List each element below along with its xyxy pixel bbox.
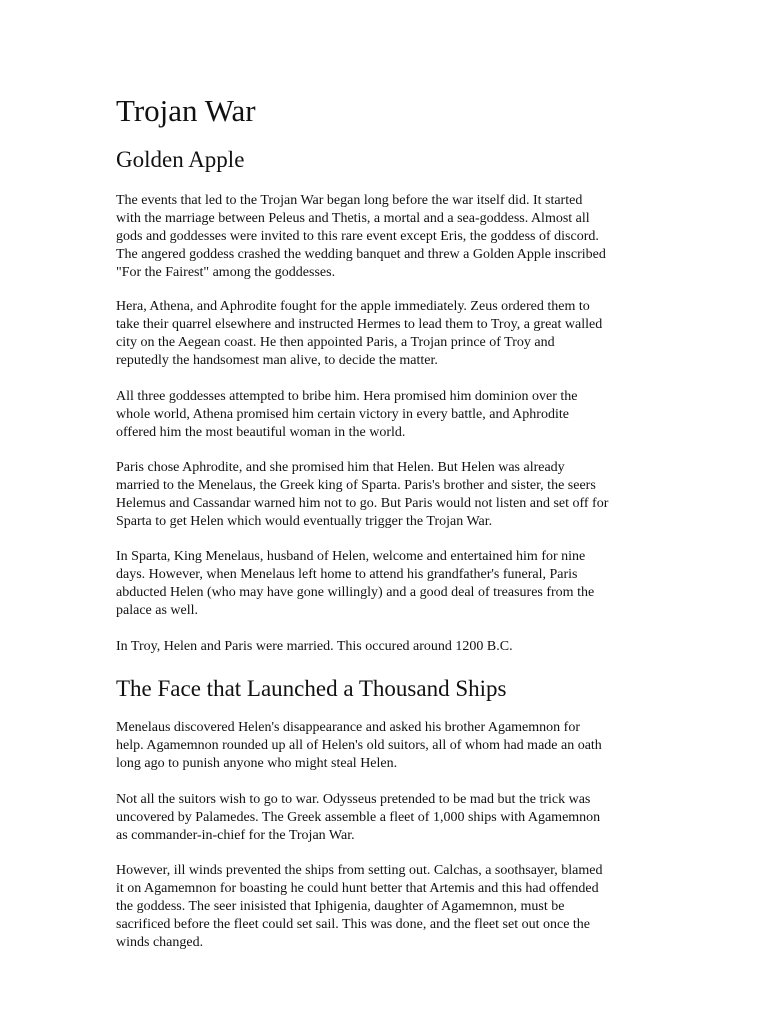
- text-line: take their quarrel elsewhere and instructed Hermes to lead them to Troy, a great walled: [116, 317, 603, 332]
- text-line: In Troy, Helen and Paris were married. This occured around 1200 B.C.: [116, 639, 513, 654]
- text-line: The events that led to the Trojan War began long before the war itself did. It started: [116, 193, 583, 208]
- text-line: The angered goddess crashed the wedding banquet and threw a Golden Apple inscribed: [116, 247, 606, 262]
- paragraph: [116, 298, 656, 370]
- text-line: help. Agamemnon rounded up all of Helen's old suitors, all of whom had made an oath: [116, 738, 602, 753]
- page-title: Trojan War: [116, 93, 256, 128]
- paragraph: [116, 548, 656, 620]
- paragraph: [116, 791, 656, 845]
- text-line: Paris chose Aphrodite, and she promised him that Helen. But Helen was already: [116, 460, 565, 475]
- text-line: Sparta to get Helen which would eventually trigger the Trojan War.: [116, 514, 493, 529]
- text-line: palace as well.: [116, 603, 199, 618]
- text-line: long ago to punish anyone who might steal Helen.: [116, 756, 398, 771]
- paragraph: [116, 862, 656, 952]
- text-line: offered him the most beautiful woman in the world.: [116, 425, 406, 440]
- text-line: the goddess. The seer inisisted that Iphigenia, daughter of Agamemnon, must be: [116, 899, 565, 914]
- text-line: However, ill winds prevented the ships from setting out. Calchas, a soothsayer, blamed: [116, 863, 603, 878]
- text-line: gods and goddesses were invited to this rare event except Eris, the goddess of discord.: [116, 229, 599, 244]
- text-line: city on the Aegean coast. He then appointed Paris, a Trojan prince of Troy and: [116, 335, 555, 350]
- text-line: winds changed.: [116, 935, 204, 950]
- text-line: it on Agamemnon for boasting he could hunt better that Artemis and this had offended: [116, 881, 599, 896]
- text-line: with the marriage between Peleus and Thetis, a mortal and a sea-goddess. Almost all: [116, 211, 590, 226]
- text-line: In Sparta, King Menelaus, husband of Helen, welcome and entertained him for nine: [116, 549, 586, 564]
- text-line: Helemus and Cassandar warned him not to go. But Paris would not listen and set off for: [116, 496, 609, 511]
- text-line: All three goddesses attempted to bribe him. Hera promised him dominion over the: [116, 389, 578, 404]
- text-line: Not all the suitors wish to go to war. Odysseus pretended to be mad but the trick was: [116, 792, 591, 807]
- paragraph: [116, 388, 656, 442]
- text-line: sacrificed before the fleet could set sail. This was done, and the fleet set out once the: [116, 917, 591, 932]
- paragraph: [116, 459, 656, 531]
- text-line: "For the Fairest" among the goddesses.: [116, 265, 336, 280]
- text-line: married to the Menelaus, the Greek king of Sparta. Paris's brother and sister, the seers: [116, 478, 596, 493]
- text-line: reputedly the handsomest man alive, to decide the matter.: [116, 353, 438, 368]
- paragraph: [116, 192, 656, 282]
- text-line: days. However, when Menelaus left home to attend his grandfather's funeral, Paris: [116, 567, 578, 582]
- paragraph: [116, 638, 656, 656]
- section-heading-thousand-ships: The Face that Launched a Thousand Ships: [116, 676, 507, 701]
- section-heading-golden-apple: Golden Apple: [116, 147, 245, 172]
- text-line: uncovered by Palamedes. The Greek assemble a fleet of 1,000 ships with Agamemnon: [116, 810, 601, 825]
- paragraph: [116, 719, 656, 773]
- text-line: abducted Helen (who may have gone willingly) and a good deal of treasures from the: [116, 585, 595, 600]
- text-line: Hera, Athena, and Aphrodite fought for the apple immediately. Zeus ordered them to: [116, 299, 590, 314]
- text-line: as commander-in-chief for the Trojan War.: [116, 828, 355, 843]
- text-line: whole world, Athena promised him certain victory in every battle, and Aphrodite: [116, 407, 569, 422]
- text-line: Menelaus discovered Helen's disappearance and asked his brother Agamemnon for: [116, 720, 580, 735]
